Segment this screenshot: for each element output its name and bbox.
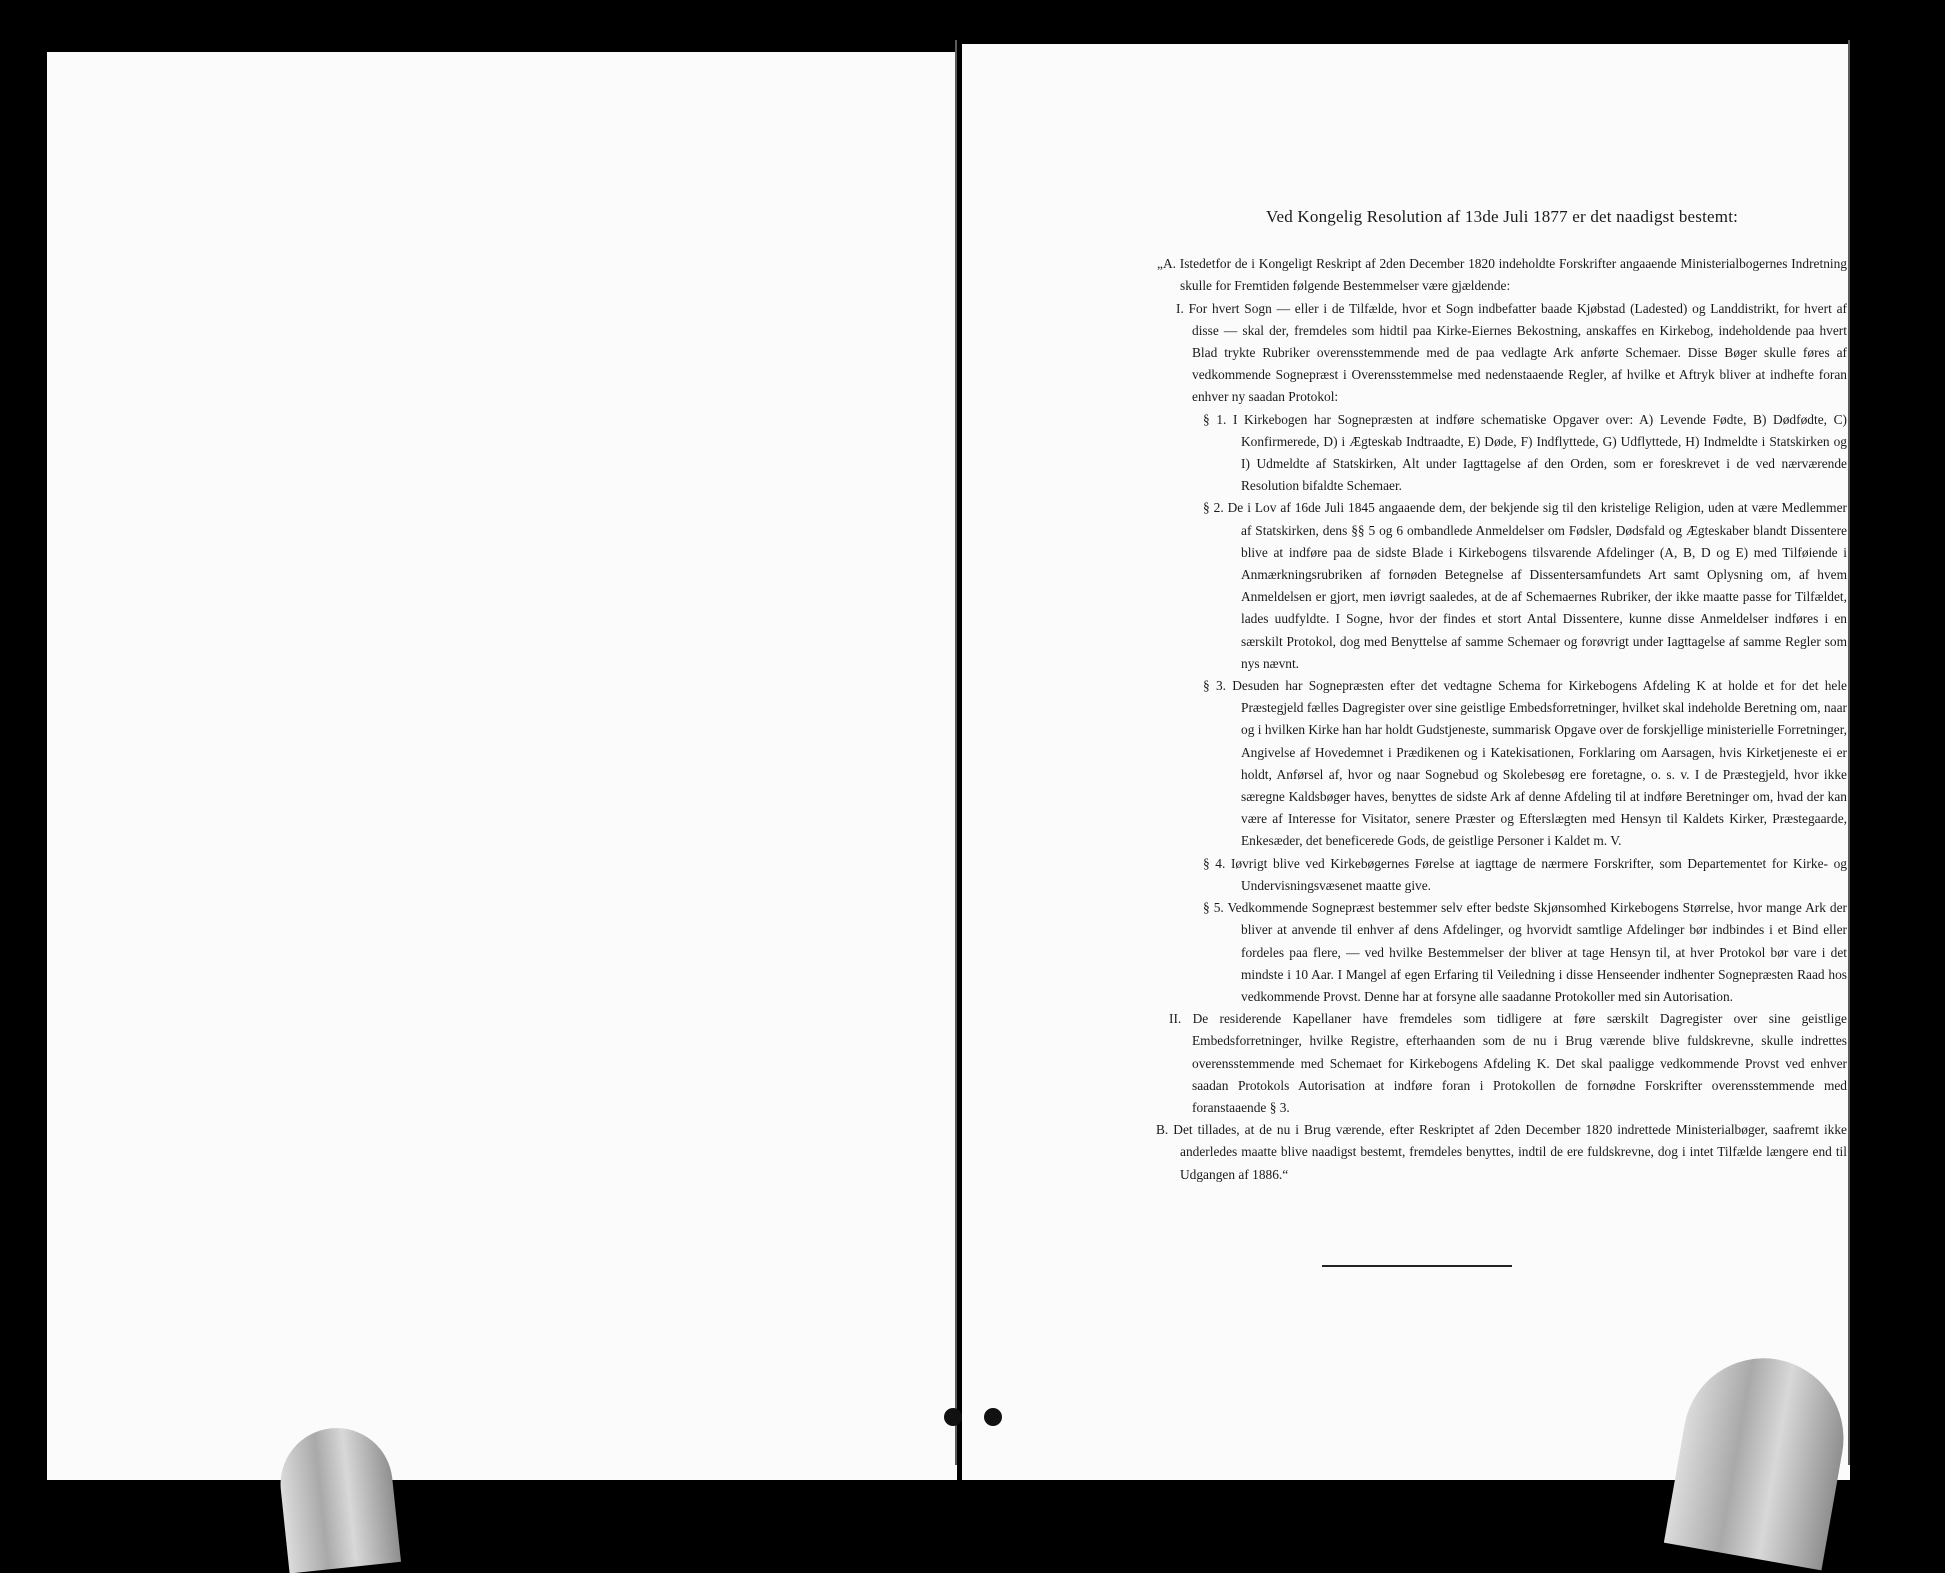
binding-hole-right xyxy=(984,1408,1002,1426)
paragraph-1: § 1. I Kirkebogen har Sognepræsten at indføre schematiske Opgaver over: A) Levende Fødte, B) Dødfødte, C) Konfirmerede, D) i Ægteskab Indtraadte, E) Døde, F) Indflyttede, G) Udflyttede, H) Indmeldte i Statskirken og I) Udmeldte af Statskirken, Alt under Iagttagelse af den Orden, som er foreskrevet i de ved nærværende Resolution bifaldte Schemaer. xyxy=(1203,411,1847,494)
resolution-text xyxy=(1157,200,1847,1186)
section-a: „A. Istedetfor de i Kongeligt Reskript af 2den December 1820 indeholdte Forskrifter angaaende Ministerialbogernes Indretning skulle for Fremtiden følgende Bestemmelser være gjældende: xyxy=(1157,256,1847,294)
left-blank-page xyxy=(47,52,957,1480)
paragraph-5: § 5. Vedkommende Sognepræst bestemmer selv efter bedste Skjønsomhed Kirkebogens Størrelse, hvor mange Ark der bliver at anvende til enhver af dens Afdelinger, og hvorvidt samtlige Afdelinger bør indbindes i et Bind eller fordeles paa flere, — ved hvilke Bestemmelser der bliver at tage Hensyn til, at hver Protokol bør vare i det mindste i 10 Aar. I Mangel af egen Erfaring til Veiledning i disse Henseender indhenter Sognepræsten Raad hos vedkommende Provst. Denne har at forsyne alle saadanne Protokoller med sin Autorisation. xyxy=(1203,900,1847,1004)
right-page-edge xyxy=(1848,40,1850,1465)
paragraph-2: § 2. De i Lov af 16de Juli 1845 angaaende dem, der bekjende sig til den kristelige Religion, uden at være Medlemmer af Statskirken, dens §§ 5 og 6 ombandlede Anmeldelser om Fødsler, Dødsfald og Ægteskaber blandt Dissentere blive at indføre paa de sidste Blade i Kirkebogens tilsvarende Afdelinger (A, B, D og E) med Tilføiende i Anmærkningsrubriken af fornøden Betegnelse af Dissentersamfundets Art samt Oplysning om, af hvem Anmeldelsen er gjort, men iøvrigt saaledes, at de af Schemaernes Rubriker, der ikke maatte passe for Tilfældet, lades uudfyldte. I Sogne, hvor der findes et stort Antal Dissentere, kunne disse Anmeldelser indføres i en særskilt Protokol, dog med Benyttelse af samme Schemaer og forøvrigt under Iagttagelse af samme Regler som nys nævnt. xyxy=(1203,500,1847,671)
section-ii: II. De residerende Kapellaner have fremdeles som tidligere at føre særskilt Dagregister over sine geistlige Embedsforretninger, hvilke Registre, efterhaanden som de nu i Brug værende blive fuldskrevne, skulle indrettes overensstemmende med Schemaet for Kirkebogens Afdeling K. Det skal paaligge vedkommende Provst ved enhver saadan Protokols Autorisation at indføre foran i Protokollen de fornødne Forskrifter overensstemmende med foranstaaende § 3. xyxy=(1169,1011,1847,1115)
left-page-edge xyxy=(955,40,957,1465)
binding-hole-left xyxy=(944,1408,962,1426)
section-i: I. For hvert Sogn — eller i de Tilfælde, hvor et Sogn indbefatter baade Kjøbstad (Ladested) og Landdistrikt, for hvert af disse — skal der, fremdeles som hidtil paa Kirke-Eiernes Bekostning, anskaffes en Kirkebog, indeholdende paa hvert Blad trykte Rubriker overensstemmende med de paa vedlagte Ark anførte Schemaer. Disse Bøger skulle føres af vedkommende Sognepræst i Overensstemmelse med nedenstaaende Regler, af hvilke et Aftryk bliver at indhefte foran enhver ny saadan Protokol: xyxy=(1176,300,1847,405)
paragraph-4: § 4. Iøvrigt blive ved Kirkebøgernes Førelse at iagttage de nærmere Forskrifter, som Departementet for Kirke- og Undervisningsvæsenet maatte give. xyxy=(1203,855,1847,893)
closing-rule xyxy=(1322,1265,1512,1267)
paragraph-3: § 3. Desuden har Sognepræsten efter det vedtagne Schema for Kirkebogens Afdeling K at holde et for det hele Præstegjeld fælles Dagregister over sine geistlige Embedsforretninger, hvilket skal indeholde Beretning om, naar og i hvilken Kirke han har holdt Gudstjeneste, summarisk Opgave over de forskjellige ministerielle Forretninger, Angivelse af Hovedemnet i Prædikenen og i Katekisationen, Forklaring om Aarsagen, hvis Kirketjeneste ei er holdt, Anførsel af, hvor og naar Sognebud og Skolebesøg ere foretagne, o. s. v. I de Præstegjeld, hvor ikke særegne Kaldsbøger haves, benyttes de sidste Ark af denne Afdeling til at indføre Beretninger om, hvad der kan være af Interesse for Visitator, senere Præster og Efterslægten med Hensyn til Kaldets Kirker, Præstegaarde, Enkesæder, det beneficerede Gods, de geistlige Personer i Kaldet m. V. xyxy=(1203,678,1847,849)
document-title: Ved Kongelig Resolution af 13de Juli 1877 er det naadigst bestemt: xyxy=(1265,207,1739,226)
section-b: B. Det tillades, at de nu i Brug værende, efter Reskriptet af 2den December 1820 indrettede Ministerialbøger, saafremt ikke anderledes maatte blive naadigst bestemt, fremdeles benyttes, indtil de ere fuldskrevne, dog i intet Tilfælde længere end til Udgangen af 1886.“ xyxy=(1156,1122,1847,1182)
